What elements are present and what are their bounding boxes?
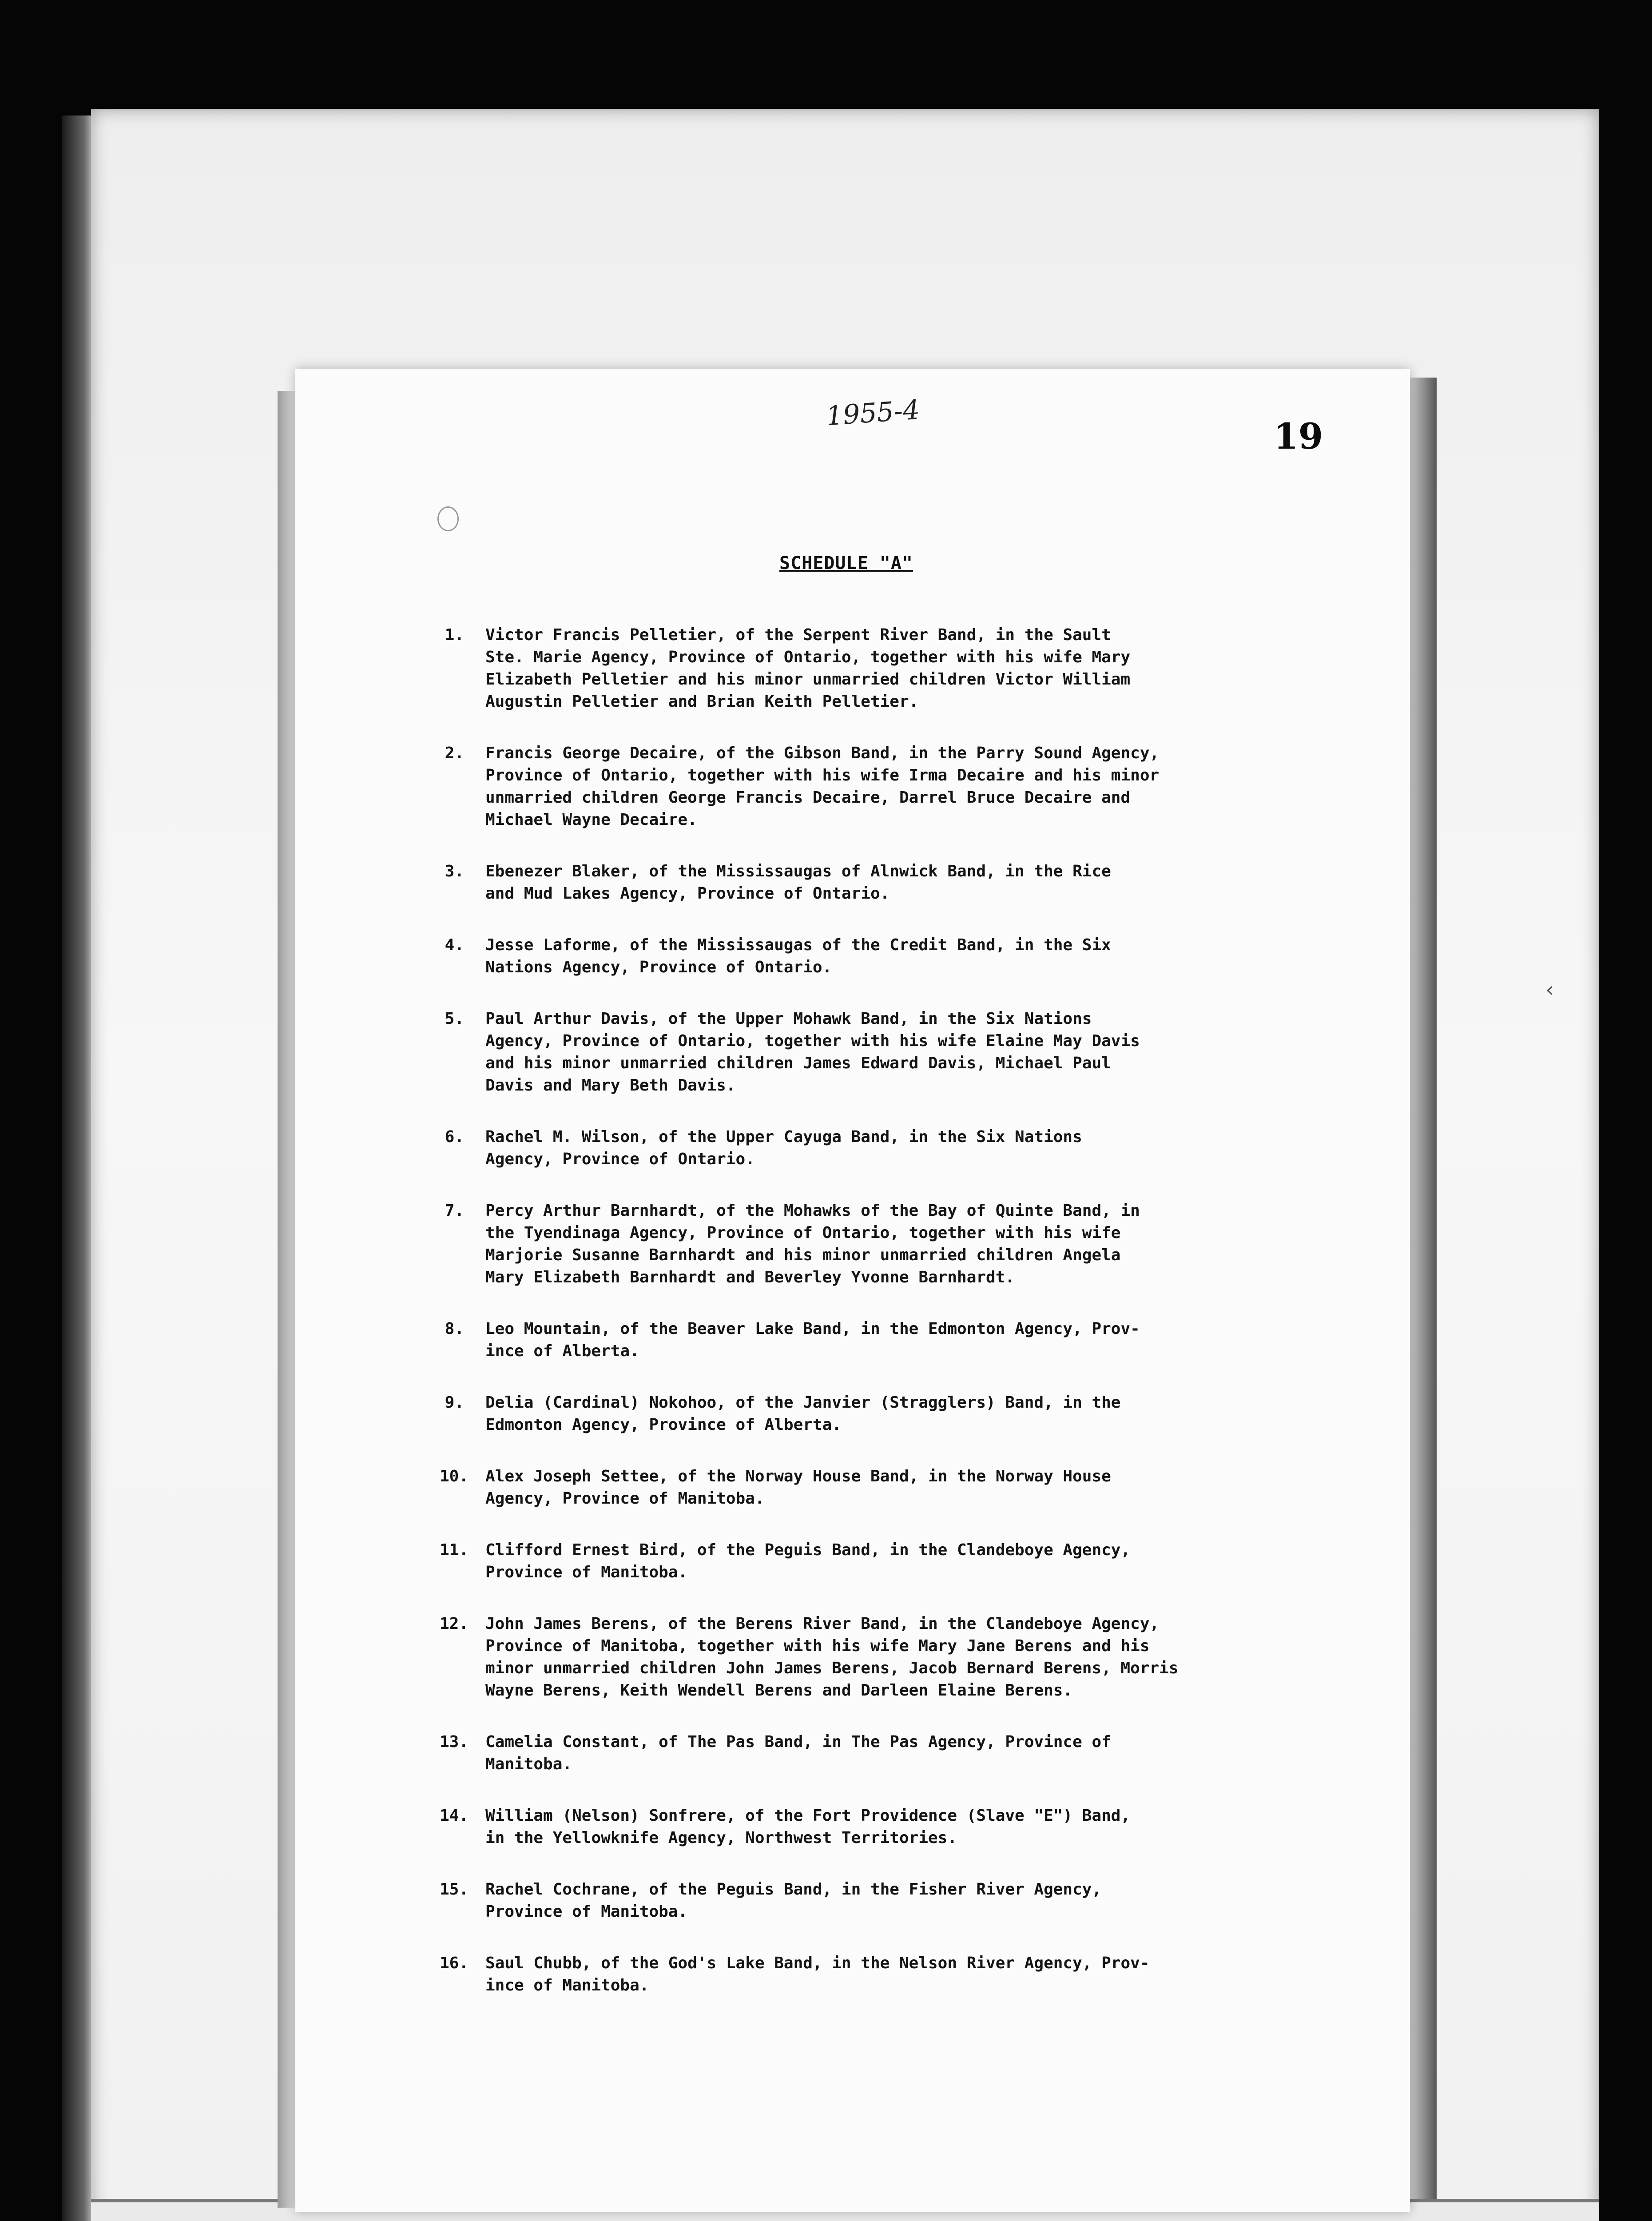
entry-line: Agency, Province of Ontario, together with his wife Elaine May Davis — [485, 1032, 1140, 1050]
entry-line: Manitoba. — [485, 1755, 572, 1773]
entry-line: Camelia Constant, of The Pas Band, in The Pas Agency, Province of — [485, 1733, 1111, 1751]
entry-line: William (Nelson) Sonfrere, of the Fort Providence (Slave "E") Band, — [485, 1807, 1131, 1825]
entry-text — [464, 742, 1323, 831]
schedule-entry — [440, 1008, 1323, 1097]
entry-text — [464, 934, 1323, 979]
entry-text — [464, 1318, 1323, 1362]
schedule-entry — [440, 1613, 1323, 1702]
backing-sheet-edge — [62, 115, 93, 2221]
entry-text — [464, 1539, 1323, 1584]
entry-line: Jesse Laforme, of the Mississaugas of the Credit Band, in the Six — [485, 936, 1111, 954]
handwritten-note: 1955-4 — [825, 394, 921, 432]
schedule-entry — [440, 1200, 1323, 1289]
entry-line: Delia (Cardinal) Nokohoo, of the Janvier (Stragglers) Band, in the — [485, 1393, 1121, 1412]
entry-number: 2. — [445, 744, 464, 762]
entry-text — [464, 1879, 1323, 1923]
schedule-entry — [440, 1126, 1323, 1170]
entry-line: Elizabeth Pelletier and his minor unmarried children Victor William — [485, 670, 1131, 689]
entry-line: Victor Francis Pelletier, of the Serpent River Band, in the Sault — [485, 626, 1111, 644]
entry-number: 15. — [440, 1880, 469, 1899]
entry-number: 14. — [440, 1807, 469, 1825]
entry-line: Leo Mountain, of the Beaver Lake Band, in the Edmonton Agency, Prov- — [485, 1320, 1140, 1338]
margin-tick-mark: ‹ — [1545, 977, 1554, 1002]
entry-number: 5. — [445, 1010, 464, 1028]
entry-number: 8. — [445, 1320, 464, 1338]
entry-line: Saul Chubb, of the God's Lake Band, in the Nelson River Agency, Prov- — [485, 1954, 1150, 1972]
schedule-heading: SCHEDULE "A" — [779, 553, 913, 573]
entry-text — [464, 1731, 1323, 1775]
entry-line: Edmonton Agency, Province of Alberta. — [485, 1416, 842, 1434]
entry-number: 12. — [440, 1615, 469, 1633]
entry-number: 1. — [445, 626, 464, 644]
schedule-entry — [440, 1805, 1323, 1849]
entry-line: Province of Manitoba, together with his wife Mary Jane Berens and his — [485, 1637, 1150, 1655]
entry-number: 10. — [440, 1467, 469, 1485]
entry-number: 13. — [440, 1733, 469, 1751]
entry-number: 16. — [440, 1954, 469, 1972]
entry-line: Davis and Mary Beth Davis. — [485, 1076, 736, 1095]
entry-line: minor unmarried children John James Berens, Jacob Bernard Berens, Morris — [485, 1659, 1179, 1677]
schedule-entry — [440, 860, 1323, 905]
entry-text — [464, 1126, 1323, 1170]
schedule-entry — [440, 934, 1323, 979]
entry-line: ince of Alberta. — [485, 1342, 639, 1360]
entry-line: Francis George Decaire, of the Gibson Band, in the Parry Sound Agency, — [485, 744, 1160, 762]
schedule-entry — [440, 1392, 1323, 1436]
entry-number: 7. — [445, 1202, 464, 1220]
entry-line: Rachel M. Wilson, of the Upper Cayuga Band, in the Six Nations — [485, 1128, 1082, 1146]
entry-line: Agency, Province of Manitoba. — [485, 1489, 765, 1508]
entry-line: Alex Joseph Settee, of the Norway House Band, in the Norway House — [485, 1467, 1111, 1485]
entry-line: the Tyendinaga Agency, Province of Ontario, together with his wife — [485, 1224, 1121, 1242]
entry-line: Nations Agency, Province of Ontario. — [485, 958, 832, 976]
entry-text — [464, 1465, 1323, 1510]
entry-text — [464, 1200, 1323, 1289]
entry-line: Ste. Marie Agency, Province of Ontario, together with his wife Mary — [485, 648, 1131, 666]
entry-line: and his minor unmarried children James Edward Davis, Michael Paul — [485, 1054, 1111, 1072]
entry-line: Paul Arthur Davis, of the Upper Mohawk Band, in the Six Nations — [485, 1010, 1092, 1028]
entry-line: Percy Arthur Barnhardt, of the Mohawks of the Bay of Quinte Band, in — [485, 1202, 1140, 1220]
schedule-entry — [440, 1539, 1323, 1584]
entry-line: Marjorie Susanne Barnhardt and his minor unmarried children Angela — [485, 1246, 1121, 1264]
entry-line: Rachel Cochrane, of the Peguis Band, in the Fisher River Agency, — [485, 1880, 1102, 1899]
entry-text — [464, 1392, 1323, 1436]
entry-text — [464, 1613, 1323, 1702]
entry-line: Wayne Berens, Keith Wendell Berens and Darleen Elaine Berens. — [485, 1681, 1073, 1700]
entry-number: 11. — [440, 1541, 469, 1559]
entry-number: 4. — [445, 936, 464, 954]
schedule-entry — [440, 1731, 1323, 1775]
schedule-entry — [440, 1879, 1323, 1923]
entry-line: Province of Manitoba. — [485, 1903, 688, 1921]
entry-line: Augustin Pelletier and Brian Keith Pelletier. — [485, 693, 919, 711]
entry-text — [464, 1805, 1323, 1849]
schedule-entry — [440, 742, 1323, 831]
entry-line: in the Yellowknife Agency, Northwest Territories. — [485, 1829, 957, 1847]
entry-number: 6. — [445, 1128, 464, 1146]
entry-text — [464, 860, 1323, 905]
entry-number: 3. — [445, 862, 464, 880]
entry-line: Province of Ontario, together with his wife Irma Decaire and his minor — [485, 766, 1160, 784]
schedule-entry — [440, 624, 1323, 713]
page-number: 19 — [1274, 415, 1323, 457]
schedule-entry — [440, 1318, 1323, 1362]
entry-number: 9. — [445, 1393, 464, 1412]
entry-line: and Mud Lakes Agency, Province of Ontario. — [485, 884, 890, 903]
schedule-entry — [440, 1465, 1323, 1510]
entry-text — [464, 624, 1323, 713]
entry-line: Clifford Ernest Bird, of the Peguis Band, in the Clandeboye Agency, — [485, 1541, 1131, 1559]
entry-text — [464, 1008, 1323, 1097]
entry-text — [464, 1952, 1323, 1997]
entry-line: Province of Manitoba. — [485, 1563, 688, 1581]
entry-line: unmarried children George Francis Decaire, Darrel Bruce Decaire and — [485, 788, 1131, 807]
entry-line: Ebenezer Blaker, of the Mississaugas of Alnwick Band, in the Rice — [485, 862, 1111, 880]
punch-hole-mark — [437, 506, 459, 531]
page-shadow-right — [1410, 378, 1437, 2199]
schedule-entries — [440, 624, 1323, 1997]
schedule-entry — [440, 1952, 1323, 1997]
entry-line: John James Berens, of the Berens River Band, in the Clandeboye Agency, — [485, 1615, 1160, 1633]
entry-line: Agency, Province of Ontario. — [485, 1150, 755, 1168]
entry-line: Michael Wayne Decaire. — [485, 811, 697, 829]
page-shadow-left — [278, 391, 295, 2208]
entry-line: Mary Elizabeth Barnhardt and Beverley Yvonne Barnhardt. — [485, 1268, 1015, 1286]
entry-line: ince of Manitoba. — [485, 1976, 649, 1994]
